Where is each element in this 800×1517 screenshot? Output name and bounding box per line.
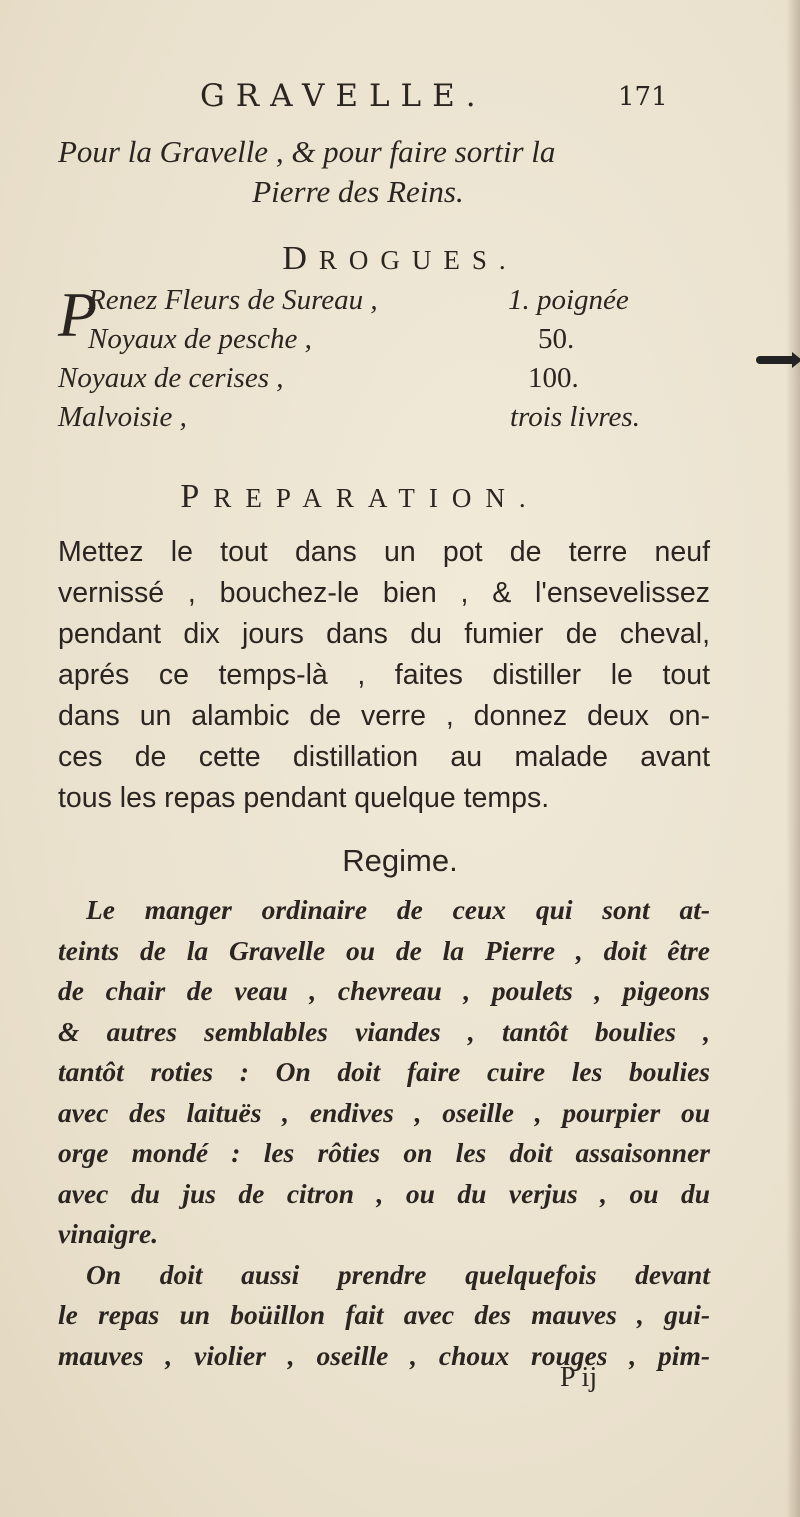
- preparation-line: vernissé , bouchez-le bien , & l'ensevelissez: [58, 577, 710, 609]
- ingredient-name: Renez Fleurs de Sureau ,: [88, 284, 378, 316]
- regime-text: [58, 890, 710, 1376]
- recipe-title-line-1: Pour la Gravelle , & pour faire sortir la: [58, 134, 556, 169]
- ingredient-list: [58, 279, 758, 440]
- ingredient-row: [58, 284, 758, 323]
- drop-cap: P: [58, 279, 98, 350]
- regime-line: avec des laituës , endives , oseille , pourpier ou: [58, 1096, 710, 1128]
- page-number: 171: [618, 82, 668, 112]
- preparation-line: tous les repas pendant quelque temps.: [58, 782, 550, 814]
- running-head: GRAVELLE.: [200, 78, 487, 114]
- ingredient-row: [58, 362, 758, 401]
- regime-line: le repas un boüillon fait avec des mauves , gui-: [58, 1299, 710, 1330]
- ingredient-row: [58, 401, 758, 440]
- ingredient-quantity: 50.: [538, 323, 575, 355]
- preparation-line: Mettez le tout dans un pot de terre neuf: [58, 536, 710, 568]
- regime-line: On doit aussi prendre quelquefois devant: [86, 1258, 710, 1290]
- ink-pointer-mark: [756, 356, 796, 364]
- ingredient-name: Noyaux de pesche ,: [88, 323, 312, 355]
- page-header: [0, 78, 800, 118]
- drogues-heading: [0, 240, 800, 278]
- regime-line: vinaigre.: [58, 1218, 159, 1249]
- signature-mark: P ij: [560, 1362, 598, 1393]
- preparation-line: dans un alambic de verre , donnez deux on-: [58, 700, 710, 732]
- drogues-heading-rest: ROGUES.: [318, 245, 518, 275]
- page-edge-shadow: [786, 0, 800, 1517]
- drogues-heading-cap: D: [282, 240, 319, 277]
- preparation-text: [58, 532, 710, 819]
- preparation-line: pendant dix jours dans du fumier de cheval,: [58, 618, 710, 650]
- regime-line: de chair de veau , chevreau , poulets , pigeons: [58, 975, 710, 1006]
- preparation-heading: [0, 478, 760, 516]
- regime-line: orge mondé : les rôties on les doit assaisonner: [58, 1137, 710, 1168]
- recipe-title: [58, 132, 698, 212]
- ingredient-row: [58, 323, 758, 362]
- preparation-line: aprés ce temps-là , faites distiller le tout: [58, 659, 710, 691]
- regime-line: teints de la Gravelle ou de la Pierre , doit être: [58, 934, 710, 966]
- ingredient-name: Noyaux de cerises ,: [58, 362, 284, 394]
- recipe-title-line-2: Pierre des Reins.: [252, 174, 464, 209]
- regime-line: Le manger ordinaire de ceux qui sont at-: [86, 894, 710, 925]
- regime-line: tantôt roties : On doit faire cuire les boulies: [58, 1056, 710, 1087]
- ingredient-quantity: 100.: [528, 362, 579, 394]
- preparation-heading-rest: REPARATION.: [213, 483, 540, 513]
- ingredient-name: Malvoisie ,: [58, 401, 187, 433]
- ingredient-quantity: 1. poignée: [508, 284, 629, 316]
- regime-line: avec du jus de citron , ou du verjus , ou du: [58, 1177, 710, 1209]
- regime-line: mauves , violier , oseille , choux rouges , pim-: [58, 1339, 710, 1371]
- preparation-heading-cap: P: [180, 478, 214, 515]
- regime-line: & autres semblables viandes , tantôt boulies ,: [58, 1015, 710, 1047]
- regime-heading: Regime.: [342, 843, 458, 878]
- ingredient-quantity: trois livres.: [510, 401, 640, 433]
- preparation-line: ces de cette distillation au malade avant: [58, 741, 710, 773]
